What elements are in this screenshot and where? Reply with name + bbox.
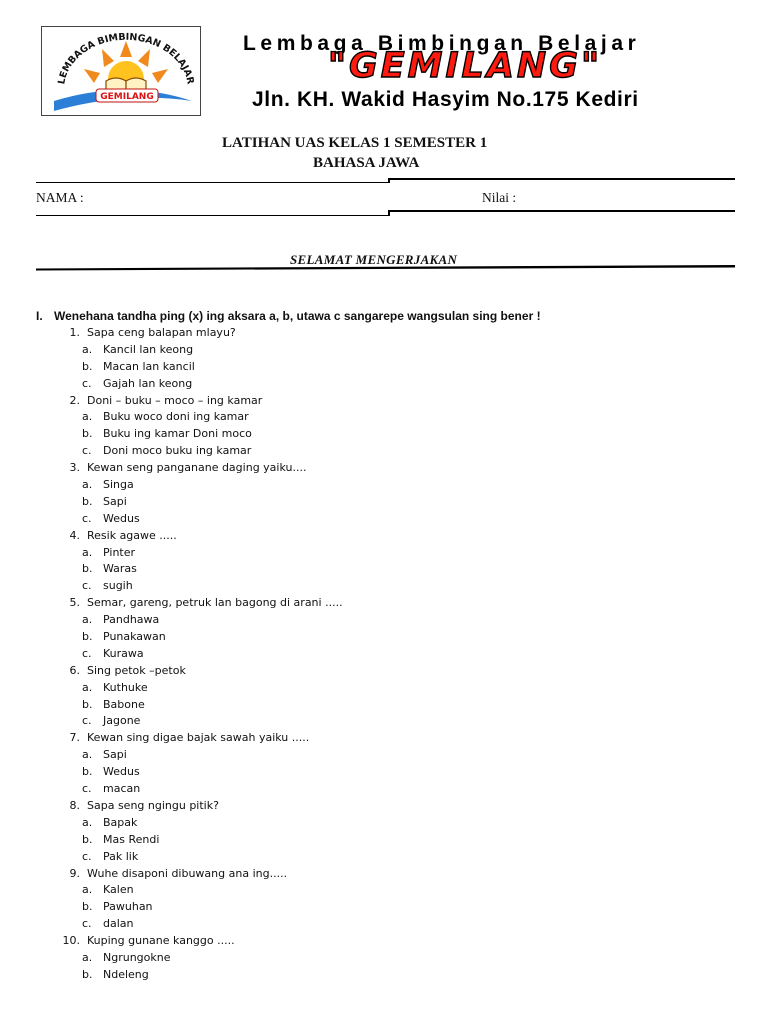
option-text: Doni moco buku ing kamar [103,444,252,458]
option-text: Buku ing kamar Doni moco [103,427,252,441]
question-item [55,528,755,545]
option-item [55,443,755,460]
divider [36,182,388,183]
option-item [55,409,755,426]
option-item [55,359,755,376]
question-text: Semar, gareng, petruk lan bagong di arani ..... [87,596,343,610]
option-letter: a. [82,342,93,356]
option-text: Sapi [103,494,127,508]
option-letter: b. [82,427,93,441]
option-text: Ndeleng [103,967,149,981]
logo-arc-text: LEMBAGA BIMBINGAN BELAJAR [56,31,196,86]
option-item [55,646,755,663]
option-item [55,899,755,916]
question-text: Sapa seng ngingu pitik? [87,798,219,812]
option-letter: a. [82,410,93,424]
option-text: Wedus [103,511,140,525]
option-text: dalan [103,917,134,931]
option-text: Ngrungokne [103,950,171,964]
section-instruction [36,309,541,323]
option-text: Kuthuke [103,680,148,694]
question-item [55,325,755,342]
question-list [55,325,755,984]
option-letter: a. [82,748,93,762]
option-item [55,629,755,646]
option-item [55,849,755,866]
option-item [55,916,755,933]
option-letter: a. [82,478,93,492]
option-text: sugih [103,579,133,593]
option-letter: b. [82,494,93,508]
question-number: 1. [69,326,80,339]
option-item [55,680,755,697]
option-letter: a. [82,613,93,627]
option-text: Sapi [103,748,127,762]
option-item [55,612,755,629]
option-text: Pinter [103,545,136,559]
option-letter: a. [82,680,93,694]
option-item [55,967,755,984]
question-text: Resik agawe ..... [87,528,177,542]
question-number: 10. [62,934,80,948]
option-text: Punakawan [103,630,166,644]
option-text: Babone [103,697,145,711]
option-text: Pak lik [103,849,139,863]
option-letter: c. [82,444,92,458]
logo-graphic [42,27,200,115]
option-text: Singa [103,478,134,492]
option-text: Buku woco doni ing kamar [103,410,249,424]
brand-name: "GEMILANG" [327,46,603,86]
option-text: Macan lan kancil [103,359,195,373]
question-text: Kewan seng panganane daging yaiku.... [87,461,307,475]
option-letter: b. [82,562,93,576]
question-item [55,663,755,680]
question-item [55,798,755,815]
question-number: 2. [69,393,80,407]
option-item [55,376,755,393]
option-item [55,426,755,443]
section-number: I. [36,309,43,323]
option-item [55,781,755,798]
option-item [55,545,755,562]
option-letter: b. [82,832,93,846]
option-item [55,511,755,528]
question-number: 4. [69,528,80,542]
question-number: 7. [69,731,80,745]
question-number: 6. [69,663,80,677]
question-number: 9. [69,866,80,880]
option-item [55,477,755,494]
question-item [55,730,755,747]
option-letter: b. [82,630,93,644]
option-item [55,832,755,849]
question-number: 3. [69,461,80,475]
greeting: SELAMAT MENGERJAKAN [290,252,458,267]
option-text: Kurawa [103,646,144,660]
divider [388,210,735,212]
option-text: Pawuhan [103,900,153,914]
question-item [55,866,755,883]
option-letter: c. [82,714,92,728]
question-text: Kewan sing digae bajak sawah yaiku ..... [87,731,310,745]
option-text: Waras [103,562,137,576]
option-text: Kancil lan keong [103,342,194,356]
option-text: Jagone [103,714,141,728]
option-letter: b. [82,359,93,373]
option-item [55,494,755,511]
logo [41,26,201,116]
option-letter: c. [82,782,92,796]
question-text: Wuhe disaponi dibuwang ana ing..... [87,866,288,880]
option-letter: c. [82,579,92,593]
score-label: Nilai : [482,190,517,205]
question-text: Doni – buku – moco – ing kamar [87,393,263,407]
option-item [55,697,755,714]
question-text: Sing petok –petok [87,663,186,677]
option-text: Wedus [103,765,140,779]
option-text: Pandhawa [103,613,160,627]
exam-title: LATIHAN UAS KELAS 1 SEMESTER 1 [222,135,488,151]
option-item [55,578,755,595]
question-item [55,595,755,612]
option-text: Mas Rendi [103,832,160,846]
option-text: Bapak [103,815,138,829]
option-item [55,342,755,359]
option-item [55,950,755,967]
question-item [55,933,755,950]
institution-name: Lembaga Bimbingan Belajar [243,32,641,55]
address: Jln. KH. Wakid Hasyim No.175 Kediri [252,88,639,111]
option-letter: b. [82,967,93,981]
section-text: Wenehana tandha ping (x) ing aksara a, b, utawa c sangarepe wangsulan sing bener ! [54,309,541,323]
option-letter: c. [82,917,92,931]
question-text: Sapa ceng balapan mlayu? [87,326,236,339]
option-letter: c. [82,511,92,525]
question-item [55,460,755,477]
question-item [55,393,755,410]
question-number: 5. [69,596,80,610]
option-item [55,747,755,764]
option-item [55,815,755,832]
name-label: NAMA : [36,190,84,205]
option-letter: b. [82,697,93,711]
divider [388,178,735,180]
option-letter: c. [82,849,92,863]
option-letter: a. [82,815,93,829]
option-letter: a. [82,950,93,964]
divider [36,215,388,216]
option-text: macan [103,782,141,796]
option-letter: b. [82,900,93,914]
logo-badge: GEMILANG [100,92,154,102]
option-letter: c. [82,376,92,390]
option-item [55,764,755,781]
option-text: Gajah lan keong [103,376,193,390]
option-letter: a. [82,883,93,897]
question-text: Kuping gunane kanggo ..... [87,934,235,948]
option-item [55,561,755,578]
option-letter: c. [82,646,92,660]
question-number: 8. [69,798,80,812]
subject-title: BAHASA JAWA [313,155,420,171]
greeting-divider [0,262,768,274]
option-letter: a. [82,545,93,559]
option-item [55,713,755,730]
option-letter: b. [82,765,93,779]
option-text: Kalen [103,883,134,897]
option-item [55,882,755,899]
